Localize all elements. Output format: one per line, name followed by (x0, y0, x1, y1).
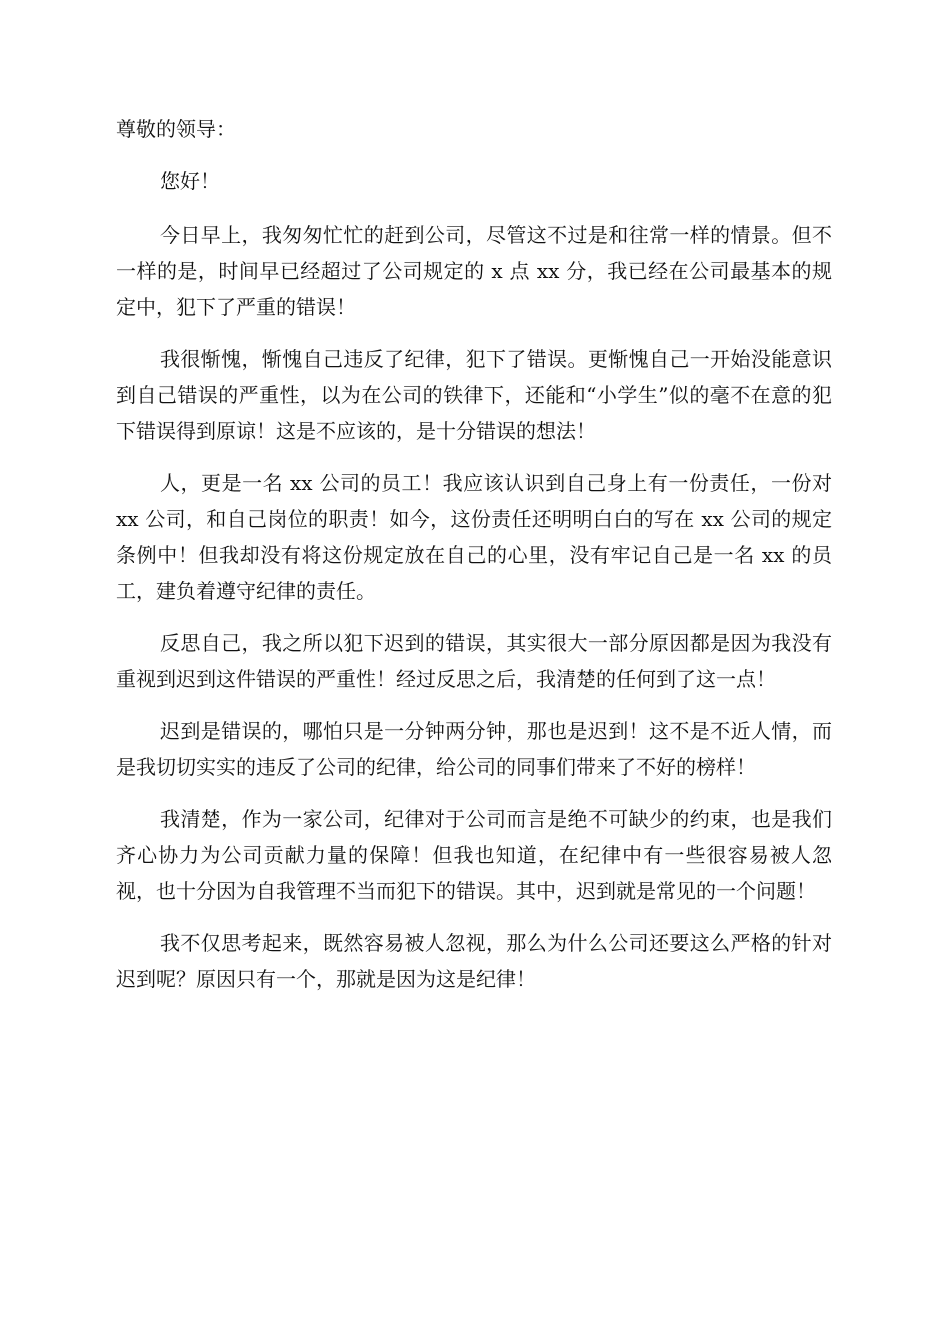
salutation: 尊敬的领导： (116, 117, 236, 141)
greeting: 您好！ (160, 169, 220, 193)
paragraph-4: 反思自己，我之所以犯下迟到的错误，其实很大一部分原因都是因为我没有重视到迟到这件错误的严重性！经过反思之后，我清楚的任何到了这一点！ (116, 631, 832, 691)
paragraph-7: 我不仅思考起来，既然容易被人忽视，那么为什么公司还要这么严格的针对迟到呢？原因只有一个，那就是因为这是纪律！ (116, 931, 832, 991)
paragraph-6: 我清楚，作为一家公司，纪律对于公司而言是绝不可缺少的约束，也是我们齐心协力为公司贡献力量的保障！但我也知道，在纪律中有一些很容易被人忽视，也十分因为自我管理不当而犯下的错误。其中，迟到就是常见的一个问题！ (116, 807, 832, 903)
paragraph-2: 我很惭愧，惭愧自己违反了纪律，犯下了错误。更惭愧自己一开始没能意识到自己错误的严重性，以为在公司的铁律下，还能和“小学生”似的毫不在意的犯下错误得到原谅！这是不应该的，是十分错误的想法！ (116, 347, 832, 443)
paragraph-5: 迟到是错误的，哪怕只是一分钟两分钟，那也是迟到！这不是不近人情，而是我切切实实的违反了公司的纪律，给公司的同事们带来了不好的榜样！ (116, 719, 832, 779)
paragraph-1: 今日早上，我匆匆忙忙的赶到公司，尽管这不过是和往常一样的情景。但不一样的是，时间早已经超过了公司规定的 x 点 xx 分，我已经在公司最基本的规定中，犯下了严重的错误！ (116, 223, 832, 319)
paragraph-3: 人，更是一名 xx 公司的员工！我应该认识到自己身上有一份责任，一份对 xx 公司，和自己岗位的职责！如今，这份责任还明明白白的写在 xx 公司的规定条例中！但我却没有将这份规定放在自己的心里，没有牢记自己是一名 xx 的员工，建负着遵守纪律的责任。 (116, 471, 832, 603)
document-page (116, 111, 832, 1013)
